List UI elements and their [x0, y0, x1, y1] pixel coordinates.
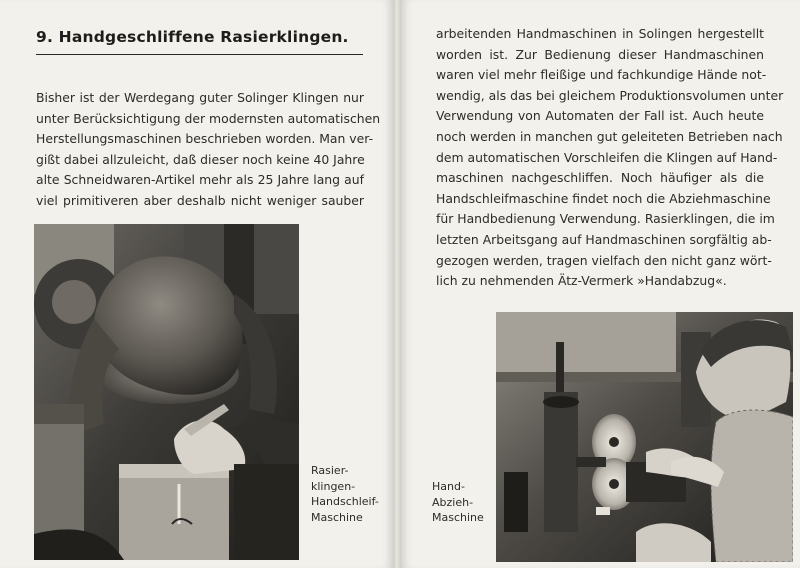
- text-line: waren viel mehr fleißige und fachkundige Hände not-: [436, 67, 767, 83]
- right-paragraph: [436, 24, 784, 292]
- book-gutter: [393, 0, 401, 568]
- text-line: wendig, als das bei gleichem Produktionsvolumen unter: [436, 87, 784, 103]
- left-paragraph: [36, 88, 381, 212]
- caption-line: Abzieh-: [432, 495, 474, 509]
- photo-hand-grinding-machine: [34, 224, 299, 560]
- text-line: maschinen nachgeschliffen. Noch häufiger als die: [436, 170, 764, 186]
- text-line: arbeitenden Handmaschinen in Solingen hergestellt: [436, 26, 764, 41]
- caption-line: Rasier-: [311, 464, 349, 477]
- text-line: letzten Arbeitsgang auf Handmaschinen sorgfältig ab-: [436, 231, 772, 247]
- text-line: gezogen werden, tragen vielfach den nicht ganz wört-: [436, 252, 772, 268]
- text-line: noch werden in manchen gut geleiteten Betrieben nach: [436, 128, 783, 144]
- heading-rule: [36, 54, 363, 55]
- grinding-machine-photo-graphic: [34, 224, 299, 560]
- caption-line: Hand-: [432, 480, 465, 493]
- text-line: unter Berücksichtigung der modernsten automatischen: [36, 110, 381, 126]
- caption-line: klingen-: [311, 479, 356, 493]
- text-line: Herstellungsmaschinen beschrieben worden. Man ver-: [36, 131, 374, 147]
- text-line: Verwendung von Automaten der Fall ist. Auch heute: [436, 108, 764, 124]
- caption-line: Maschine: [432, 511, 484, 524]
- text-line: lich zu nehmenden Ätz-Vermerk »Handabzug«.: [436, 273, 727, 289]
- text-line: alte Schneidwaren-Artikel mehr als 25 Jahre lang auf: [36, 172, 364, 188]
- text-line: viel primitiveren aber deshalb nicht weniger sauber: [36, 192, 364, 208]
- chapter-heading: 9. Handgeschliffene Rasierklingen.: [36, 28, 349, 46]
- caption-line: Maschine: [311, 510, 363, 524]
- text-line: worden ist. Zur Bedienung dieser Handmaschinen: [436, 46, 764, 62]
- text-line: Handschleifmaschine findet noch die Abziehmaschine: [436, 190, 771, 206]
- photo-hand-stropping-machine: [496, 312, 793, 562]
- text-line: Bisher ist der Werdegang guter Solinger Klingen nur: [36, 90, 364, 105]
- left-page: [0, 0, 393, 568]
- text-line: für Handbedienung Verwendung. Rasierklingen, die im: [436, 211, 775, 227]
- caption-line: Handschleif-: [311, 495, 379, 508]
- caption-hand-grinding-machine: [311, 463, 379, 525]
- text-line: dem automatischen Vorschleifen die Klingen auf Hand-: [436, 149, 778, 165]
- caption-hand-stropping-machine: [432, 479, 484, 526]
- text-line: gißt dabei allzuleicht, daß dieser noch keine 40 Jahre: [36, 151, 365, 167]
- stropping-machine-photo-graphic: [496, 312, 793, 562]
- right-page: [401, 0, 800, 568]
